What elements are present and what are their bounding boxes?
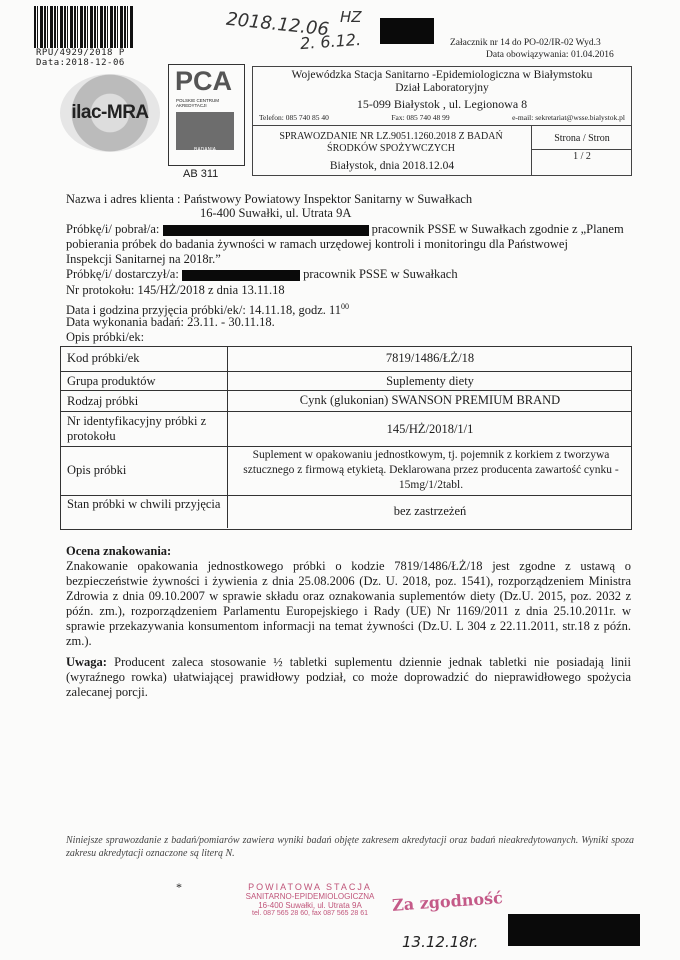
- rpu-date: Data:2018-12-06: [36, 58, 125, 68]
- sampled-by: [66, 222, 624, 237]
- effective-date: Data obowiązywania: 01.04.2016: [486, 50, 614, 60]
- footer-mark: *: [176, 880, 182, 894]
- table-value: 7819/1486/ŁŻ/18: [385, 351, 475, 365]
- place-date: Białystok, dnia 2018.12.04: [329, 160, 455, 172]
- divider: [227, 496, 228, 528]
- divider: [253, 125, 631, 126]
- contact-line: [259, 113, 625, 122]
- table-label: Opis próbki: [67, 463, 127, 477]
- divider: [531, 149, 631, 150]
- divider: [531, 125, 532, 175]
- delivered-by-text: pracownik PSSE w Suwałkach: [303, 267, 458, 281]
- table-label: Kod próbki/ek: [67, 351, 140, 365]
- institution-stamp: [230, 882, 390, 917]
- assessment-heading: Ocena znakowania:: [66, 544, 172, 558]
- receipt-date-text: Data i godzina przyjęcia próbki/ek/: 14.11.18, godz. 11: [66, 303, 342, 318]
- handwritten-date: 2018.12.06: [225, 8, 330, 41]
- table-label: Nr identyfikacyjny próbki z protokołu: [67, 414, 207, 443]
- conformity-stamp: Za zgodność: [391, 888, 504, 915]
- institution-name: Wojewódzka Stacja Sanitarno -Epidemiologiczna w Białymstoku: [291, 69, 593, 81]
- table-value: 145/HŻ/2018/1/1: [386, 422, 474, 436]
- report-header: [252, 66, 632, 176]
- page-number: 1 / 2: [573, 151, 591, 162]
- redaction: [182, 270, 300, 281]
- protocol-number: Nr protokołu: 145/HŻ/2018 z dnia 13.11.18: [66, 283, 285, 297]
- client-name: Nazwa i adres klienta : Państwowy Powiatowy Inspektor Sanitarny w Suwałkach: [66, 192, 473, 206]
- assessment-note: [66, 655, 631, 700]
- table-label: Grupa produktów: [67, 374, 156, 388]
- redaction: [380, 18, 434, 44]
- fax: Fax: 085 740 48 99: [391, 113, 450, 122]
- divider: [227, 391, 228, 411]
- table-row: [61, 496, 631, 528]
- handwritten-initials: HZ: [340, 8, 362, 26]
- department-name: Dział Laboratoryjny: [395, 82, 489, 94]
- handwritten-ref: 2. 6.12.: [299, 29, 362, 54]
- sample-table: [60, 346, 632, 530]
- note-text: Producent zaleca stosowanie ½ tabletki suplementu dziennie jednak tabletki nie posiadają linii (wyraźnego rowka) ułatwiającej prawidłowy podział, co może doprowadzić do nieprawidłowego spożycia zalecanej porcji.: [66, 655, 631, 699]
- email: e-mail: sekretariat@wsse.bialystok.pl: [512, 113, 625, 122]
- sample-description-label: Opis próbki/ek:: [66, 330, 145, 344]
- divider: [227, 372, 228, 390]
- divider: [227, 447, 228, 495]
- stamp-line: SANITARNO-EPIDEMIOLOGICZNA: [245, 892, 375, 901]
- delivered-by: [66, 267, 458, 282]
- table-row: [61, 447, 631, 496]
- assessment-text: Znakowanie opakowania jednostkowego próbki o kodzie 7819/1486/ŁŻ/18 jest zgodne z ustawą o bezpieczeństwie żywności i żywienia z dnia 25.08.2006 (Dz. U. 2018, poz. 1541), rozporządzeniem Ministra Zdrowia z dnia 09.10.2007 w sprawie składu oraz oznakowania suplementów diety (Dz.U. 2015, poz. 2032 z późn. zm.), rozporządzeniem Parlamentu Europejskiego i Rady (UE) Nr 1169/2011 z dnia 25.10.2011r. w sprawie przekazywania konsumentom informacji na temat żywności (Dz.U. L 304 z 22.11.2011, str.18 z późn. zm.).: [66, 559, 631, 648]
- client-address: 16-400 Suwałki, ul. Utrata 9A: [200, 206, 352, 220]
- accreditation-number: AB 311: [183, 168, 219, 180]
- divider: [227, 412, 228, 446]
- table-row: [61, 391, 631, 412]
- stamp-line: tel. 087 565 28 60, fax 087 565 28 61: [252, 910, 368, 917]
- table-label: Rodzaj próbki: [67, 394, 139, 408]
- pca-subtitle: POLSKIE CENTRUM AKREDYTACJI: [176, 98, 220, 108]
- sampled-by-label: Próbkę/i/ pobrał/a:: [66, 222, 160, 236]
- stamp-line: 16-400 Suwałki, ul. Utrata 9A: [258, 901, 362, 910]
- rpu-stamp: [36, 48, 125, 68]
- stamp-line: POWIATOWA STACJA: [248, 882, 372, 892]
- table-row: [61, 372, 631, 391]
- table-value: bez zastrzeżeń: [393, 504, 467, 518]
- table-row: [61, 347, 631, 372]
- table-value: Suplementy diety: [386, 374, 474, 388]
- page-label: Strona / Stron: [554, 133, 610, 144]
- test-date: Data wykonania badań: 23.11. - 30.11.18.: [66, 315, 275, 329]
- footer-note: Niniejsze sprawozdanie z badań/pomiarów zawiera wyniki badań objęte zakresem akredytacji oraz badań nieakredytowanych. Wyniki spoza zakresu akredytacji oznaczone są literą N.: [66, 835, 634, 859]
- plan-line: Inspekcji Sanitarnej na 2018r.”: [66, 252, 221, 266]
- redaction: [508, 914, 640, 946]
- pca-title: PCA: [175, 66, 233, 96]
- delivered-by-label: Próbkę/i/ dostarczył/a:: [66, 267, 179, 281]
- pca-badge-icon: [176, 112, 234, 150]
- rpu-code: RPU/4929/2018 P: [36, 48, 125, 58]
- note-label: Uwaga:: [66, 655, 107, 669]
- attachment-note: Załacznik nr 14 do PO-02/IR-02 Wyd.3: [450, 38, 601, 48]
- divider: [227, 347, 228, 371]
- table-value: Suplement w opakowaniu jednostkowym, tj. pojemnik z korkiem z tworzywa sztucznego z firmową etykietą. Deklarowana przez producenta zawartość cynku - 15mg/1/2tabl.: [243, 449, 619, 491]
- sampled-by-text: pracownik PSSE w Suwałkach zgodnie z „Planem: [371, 222, 624, 236]
- report-title: [257, 131, 525, 155]
- ilac-mra-logo: ilac-MRA: [60, 74, 160, 152]
- table-label: Stan próbki w chwili przyjęcia: [67, 497, 221, 511]
- institution-address: 15-099 Białystok , ul. Legionowa 8: [356, 97, 528, 111]
- plan-line: pobierania próbek do badania żywności w ramach urzędowej kontroli i monitoringu dla Państwowej: [66, 237, 568, 251]
- report-title-line2: ŚRODKÓW SPOŻYWCZYCH: [327, 143, 455, 154]
- phone: Telefon: 085 740 85 40: [259, 113, 329, 122]
- table-value: Cynk (glukonian) SWANSON PREMIUM BRAND: [299, 393, 561, 407]
- barcode: [34, 6, 134, 48]
- table-row: [61, 412, 631, 447]
- receipt-time-superscript: 00: [341, 302, 350, 311]
- pca-badania-label: BADANIA: [194, 147, 216, 153]
- report-title-line1: SPRAWOZDANIE NR LZ.9051.1260.2018 Z BADAŃ: [279, 131, 503, 142]
- signature-date: 13.12.18r.: [402, 933, 479, 951]
- redaction: [163, 225, 369, 236]
